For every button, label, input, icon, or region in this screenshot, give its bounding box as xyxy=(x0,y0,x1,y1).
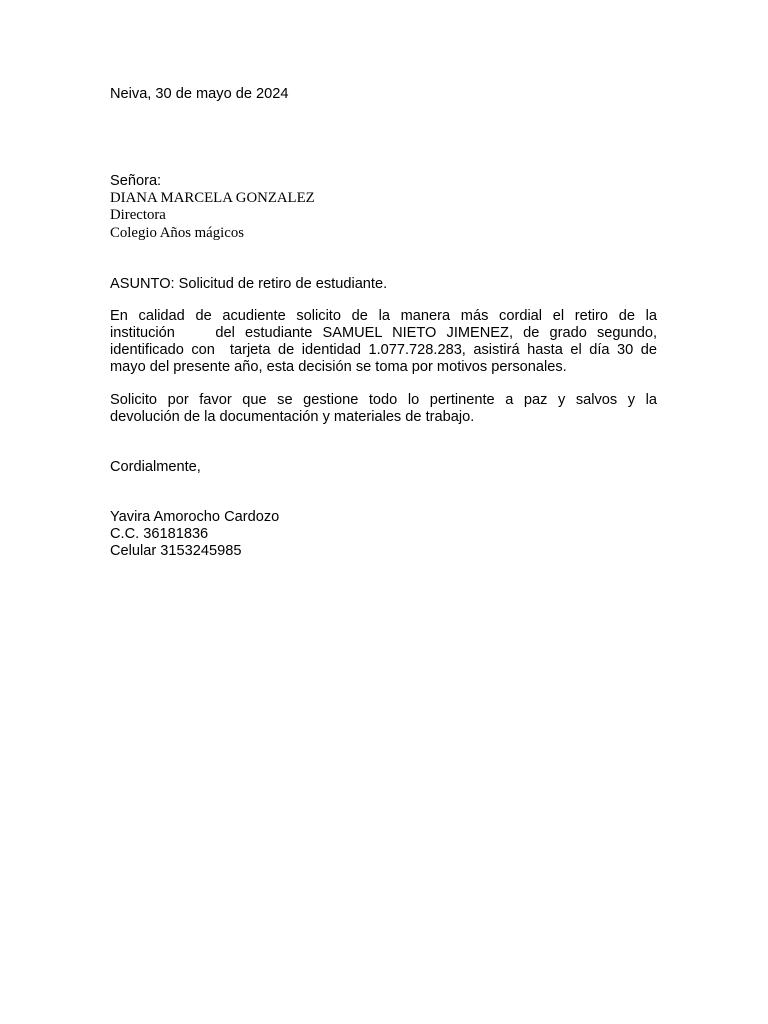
paragraph-1-line: En calidad de acudiente solicito de la manera más cordial el retiro de la xyxy=(110,308,657,324)
paragraph-1-line: mayo del presente año, esta decisión se toma por motivos personales. xyxy=(110,359,567,375)
closing-line: Cordialmente, xyxy=(110,459,201,475)
paragraph-1-line: institución del estudiante SAMUEL NIETO JIMENEZ, de grado segundo, xyxy=(110,325,657,341)
paragraph-2-line: Solicito por favor que se gestione todo lo pertinente a paz y salvos y la xyxy=(110,392,657,408)
paragraph-2-line: devolución de la documentación y materiales de trabajo. xyxy=(110,409,475,425)
date-line: Neiva, 30 de mayo de 2024 xyxy=(110,86,289,102)
recipient-title: Directora xyxy=(110,207,166,223)
body-paragraph-2 xyxy=(110,392,657,426)
signature-phone: Celular 3153245985 xyxy=(110,543,242,559)
body-paragraph-1 xyxy=(110,308,657,376)
paragraph-1-line: identificado con tarjeta de identidad 1.077.728.283, asistirá hasta el día 30 de xyxy=(110,342,657,358)
signature-name: Yavira Amorocho Cardozo xyxy=(110,509,280,525)
recipient-name: DIANA MARCELA GONZALEZ xyxy=(110,190,315,206)
subject-line: ASUNTO: Solicitud de retiro de estudiante. xyxy=(110,276,388,292)
recipient-salutation: Señora: xyxy=(110,173,162,189)
recipient-institution: Colegio Años mágicos xyxy=(110,225,244,241)
signature-id: C.C. 36181836 xyxy=(110,526,209,542)
